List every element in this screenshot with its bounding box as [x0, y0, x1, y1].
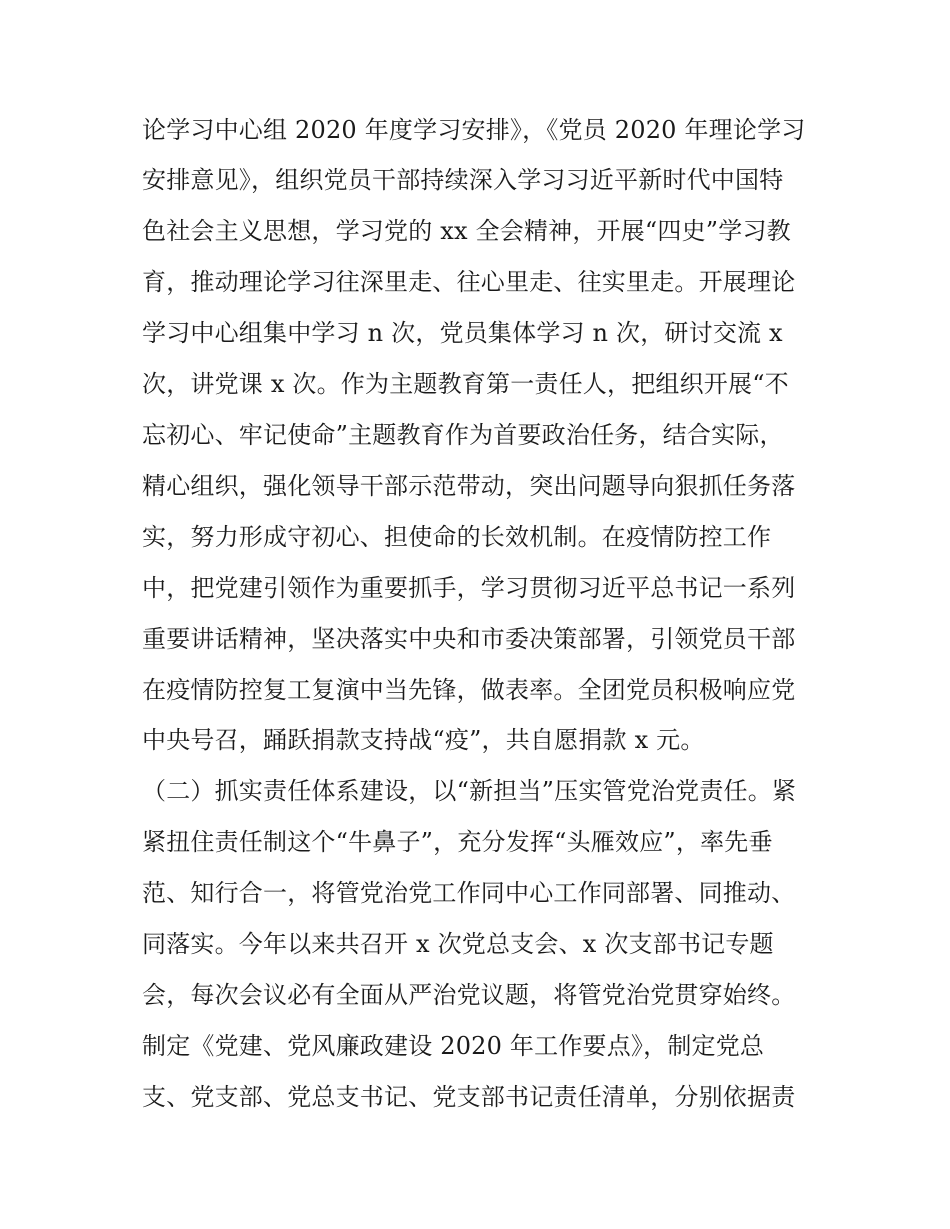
text-line: 制定《党建、党风廉政建设 2020 年工作要点》，制定党总 — [142, 1032, 765, 1060]
text-line: 紧扭住责任制这个“牛鼻子”，充分发挥“头雁效应”，率先垂 — [142, 828, 773, 856]
text-line: 中，把党建引领作为重要抓手，学习贯彻习近平总书记一系列 — [142, 574, 796, 602]
text-line: 范、知行合一，将管党治党工作同中心工作同部署、同推动、 — [142, 879, 796, 907]
text-line: 支、党支部、党总支书记、党支部书记责任清单，分别依据责 — [142, 1083, 796, 1111]
text-line: 在疫情防控复工复演中当先锋，做表率。全团党员积极响应党 — [142, 676, 796, 704]
text-line: 实，努力形成守初心、担使命的长效机制。在疫情防控工作 — [142, 523, 772, 551]
section-heading-line: （二）抓实责任体系建设，以“新担当”压实管党治党责任。紧 — [142, 777, 797, 805]
text-line: 中央号召，踊跃捐款支持战“疫”，共自愿捐款 x 元。 — [142, 726, 705, 754]
text-line: 论学习中心组 2020 年度学习安排》，《党员 2020 年理论学习 — [142, 116, 806, 144]
text-line: 会，每次会议必有全面从严治党议题，将管党治党贯穿始终。 — [142, 981, 796, 1009]
text-line: 同落实。今年以来共召开 x 次党总支会、x 次支部书记专题 — [142, 930, 774, 958]
text-line: 忘初心、牢记使命”主题教育作为首要政治任务，结合实际， — [142, 421, 784, 449]
text-line: 重要讲话精神，坚决落实中央和市委决策部署，引领党员干部 — [142, 625, 796, 653]
text-line: 安排意见》，组织党员干部持续深入学习习近平新时代中国特 — [142, 166, 784, 194]
text-line: 学习中心组集中学习 n 次，党员集体学习 n 次，研讨交流 x — [142, 319, 783, 347]
text-line: 精心组织，强化领导干部示范带动，突出问题导向狠抓任务落 — [142, 472, 796, 500]
text-line: 育，推动理论学习往深里走、往心里走、往实里走。开展理论 — [142, 268, 796, 296]
text-line: 次，讲党课 x 次。作为主题教育第一责任人，把组织开展“不 — [142, 370, 789, 398]
text-line: 色社会主义思想，学习党的 xx 全会精神，开展“四史”学习教 — [142, 217, 791, 245]
